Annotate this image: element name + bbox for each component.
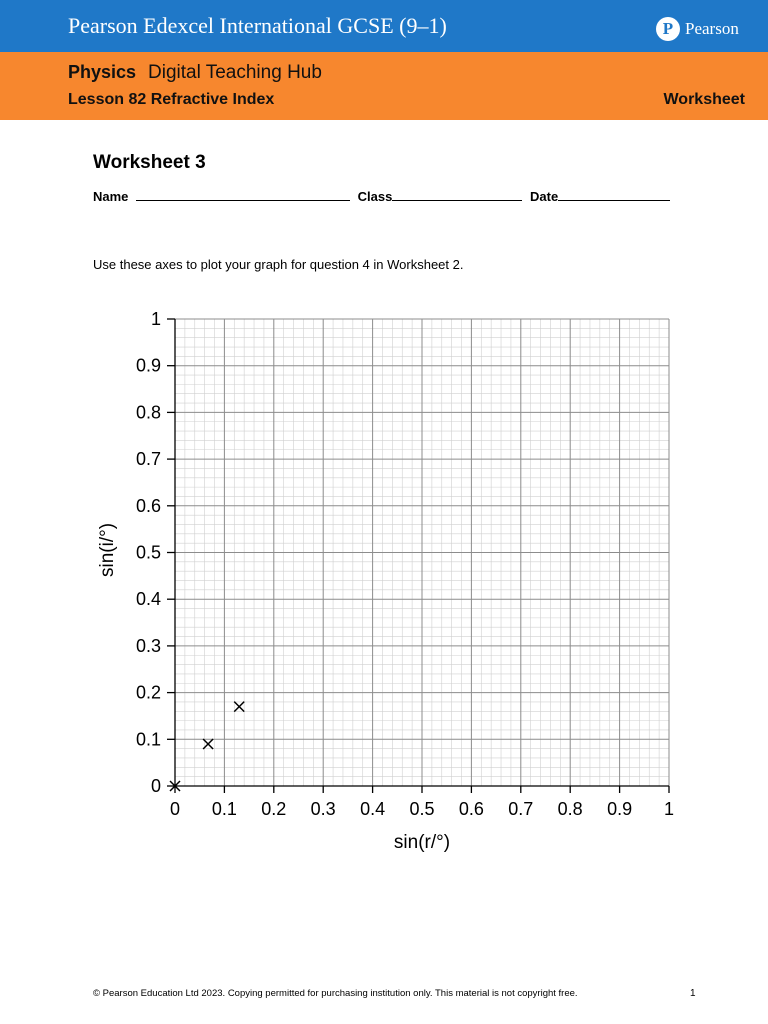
- date-label: Date: [530, 189, 559, 204]
- name-blank[interactable]: [136, 189, 350, 201]
- instructions: Use these axes to plot your graph for question 4 in Worksheet 2.: [93, 257, 464, 272]
- x-tick-label: 0.3: [310, 799, 336, 819]
- worksheet-title: Worksheet 3: [93, 152, 206, 173]
- x-tick-label: 0: [169, 799, 181, 819]
- y-tick-label: 0.8: [135, 402, 161, 423]
- y-tick-label: 1: [150, 309, 161, 329]
- date-blank[interactable]: [558, 189, 670, 201]
- y-tick-label: 0.6: [135, 495, 161, 516]
- y-tick-label: 0.1: [135, 729, 161, 750]
- grid-major-lines: [175, 319, 669, 786]
- class-blank[interactable]: [392, 189, 522, 201]
- y-tick-label: 0: [150, 776, 161, 796]
- student-details: [93, 189, 670, 204]
- name-label: Name: [93, 189, 129, 204]
- y-tick-label: 0.4: [135, 589, 161, 610]
- data-points: [170, 702, 244, 791]
- x-tick-label: 0.2: [261, 799, 287, 819]
- copyright-notice: © Pearson Education Ltd 2023. Copying permitted for purchasing institution only. This material is not copyright free.: [93, 988, 578, 999]
- pearson-brand-name: Pearson: [685, 19, 739, 38]
- x-tick-label: 0.7: [508, 799, 534, 819]
- pearson-logo-icon: P: [656, 17, 680, 41]
- y-tick-label: 0.3: [135, 635, 161, 656]
- graph-axes[interactable]: [80, 300, 690, 860]
- x-tick-label: 0.8: [557, 799, 583, 819]
- qualification-title: Pearson Edexcel International GCSE (9–1): [68, 13, 447, 38]
- x-tick-label: 0.5: [409, 799, 435, 819]
- y-tick-label: 0.2: [135, 682, 161, 703]
- lesson-title: Lesson 82 Refractive Index: [68, 91, 275, 108]
- hub-name: Digital Teaching Hub: [148, 62, 322, 83]
- class-label: Class: [357, 189, 393, 204]
- x-tick-label: 0.9: [607, 799, 633, 819]
- pearson-brand: [656, 16, 739, 42]
- x-tick-label: 0.4: [360, 799, 386, 819]
- subject-name: Physics: [68, 62, 137, 82]
- x-tick-label: 1: [663, 799, 675, 819]
- x-tick-label: 0.6: [458, 799, 484, 819]
- x-axis-ticks: [170, 786, 674, 819]
- y-axis-ticks: [136, 309, 175, 796]
- data-point-cross: [234, 702, 244, 712]
- x-tick-label: 0.1: [211, 799, 237, 819]
- document-type: Worksheet: [663, 91, 745, 108]
- x-axis-label: sin(r/°): [393, 832, 451, 853]
- y-tick-label: 0.5: [135, 542, 161, 563]
- y-axis-label: sin(i/°): [97, 522, 118, 578]
- page-number: 1: [690, 988, 696, 999]
- y-tick-label: 0.7: [135, 449, 161, 470]
- y-tick-label: 0.9: [135, 355, 161, 376]
